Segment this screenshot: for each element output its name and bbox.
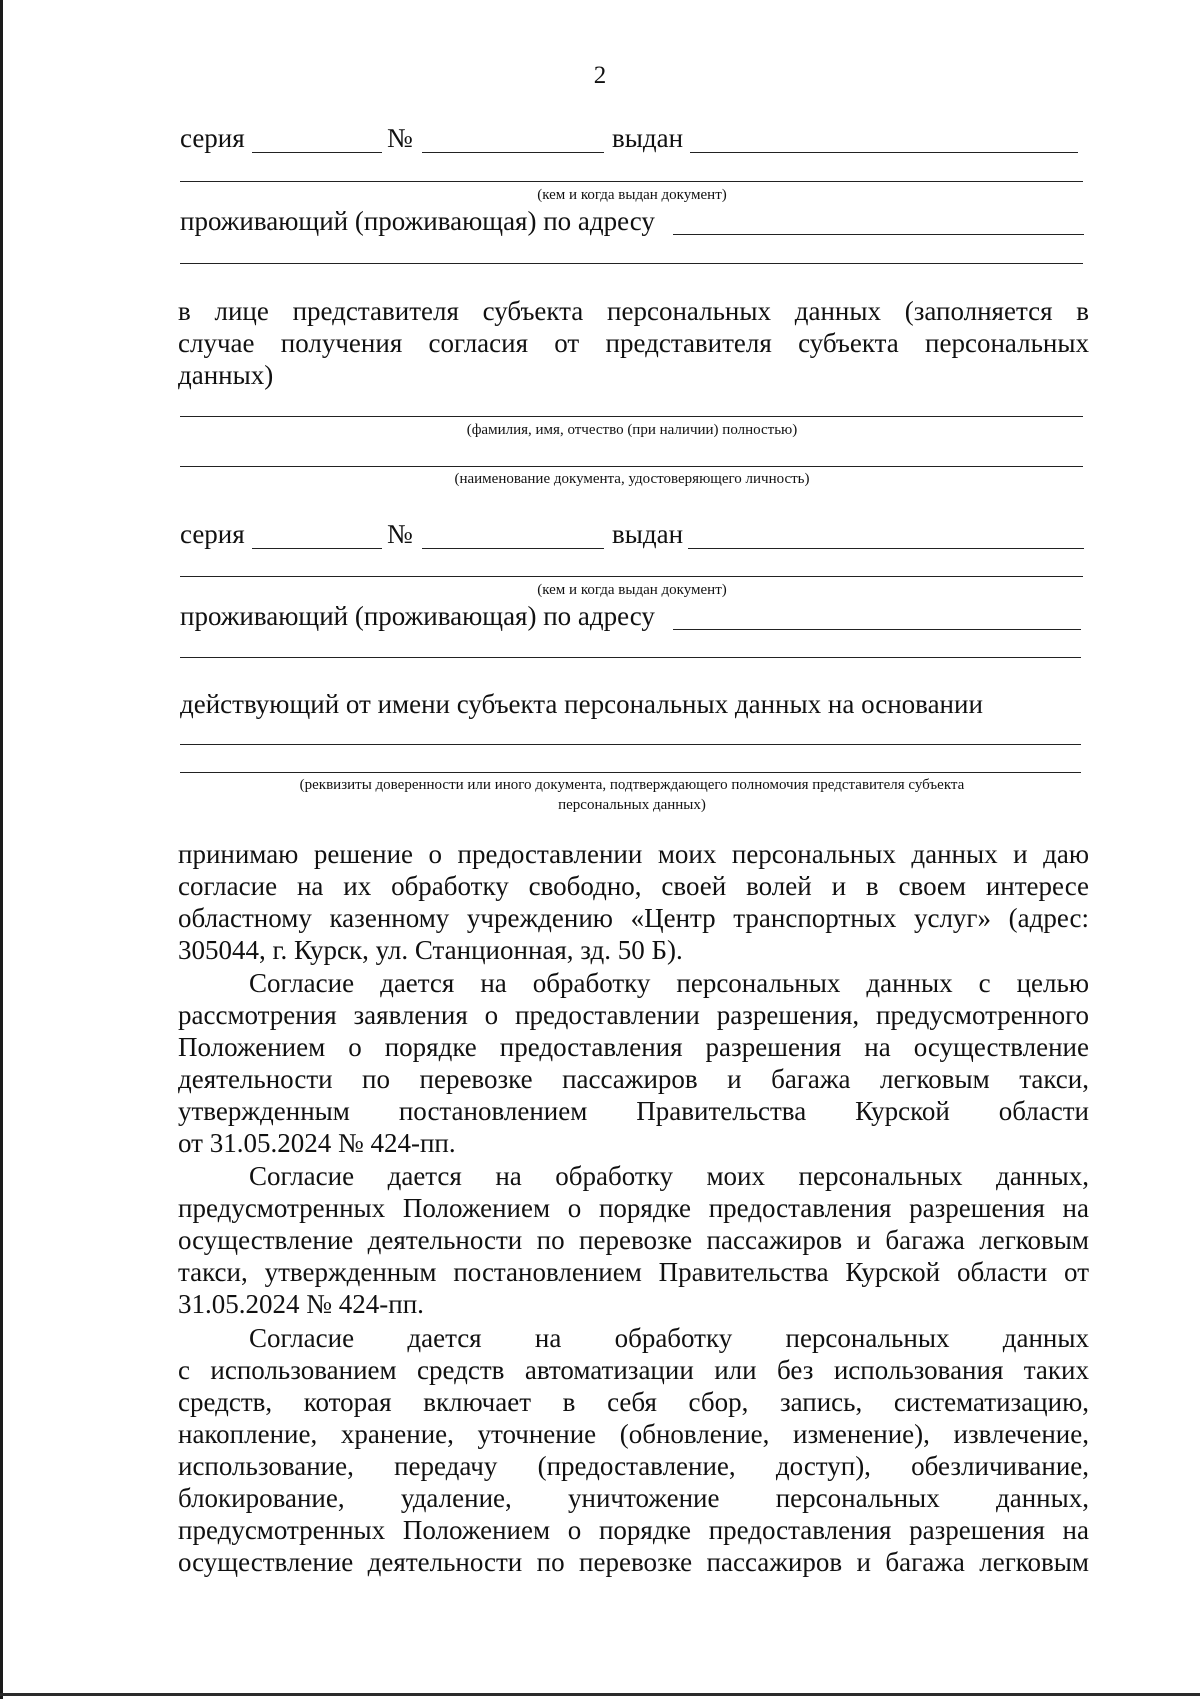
number-label: № [387,123,413,153]
intro-line: в лице представителя субъекта персональных данных (заполняется в [178,296,1089,326]
number-label: № [387,519,413,549]
seria-label: серия [180,123,245,153]
scan-edge [0,0,3,1699]
seria-label: серия [180,519,245,549]
identity-doc-field[interactable] [180,466,1083,467]
fio-field[interactable] [180,416,1083,417]
paragraph-line: блокирование, удаление, уничтожение персональных данных, [178,1483,1089,1513]
paragraph-line: осуществление деятельности по перевозке пассажиров и багажа легковым [178,1225,1089,1255]
paragraph-line: с использованием средств автоматизации или без использования таких [178,1355,1089,1385]
paragraph-line: такси, утвержденным постановлением Правительства Курской области от [178,1257,1089,1287]
issued-field[interactable] [690,152,1078,153]
number-field[interactable] [422,152,604,153]
paragraph-line: использование, передачу (предоставление, доступ), обезличивание, [178,1451,1089,1481]
issued-field[interactable] [688,548,1084,549]
power-of-attorney-field-line2[interactable] [180,772,1081,773]
number-field[interactable] [422,548,604,549]
address-field-line2[interactable] [180,263,1083,264]
paragraph-line: Согласие дается на обработку моих персональных данных, [249,1161,1089,1191]
paragraph-line: средств, которая включает в себя сбор, запись, систематизацию, [178,1387,1089,1417]
identity-doc-caption: (наименование документа, удостоверяющего личность) [454,471,810,487]
scan-edge-bottom [0,1693,1200,1696]
seria-field[interactable] [252,548,382,549]
address-label: проживающий (проживающая) по адресу [180,206,655,236]
power-of-attorney-caption: (реквизиты доверенности или иного документа, подтверждающего полномочия представителя субъекта [299,777,965,793]
representative-intro [178,327,1089,359]
acting-basis-label: действующий от имени субъекта персональных данных на основании [180,689,983,719]
paragraph-line: предусмотренных Положением о порядке предоставления разрешения на [178,1193,1089,1223]
intro-line: случае получения согласия от представителя субъекта персональных [178,328,1089,358]
power-of-attorney-caption: персональных данных) [558,797,706,813]
address-field[interactable] [673,234,1084,235]
address-field[interactable] [673,629,1081,630]
seria-field[interactable] [252,152,382,153]
representative-intro [178,295,1089,327]
paragraph-line: согласие на их обработку свободно, своей волей и в своем интересе [178,871,1089,901]
paragraph-line: 305044, г. Курск, ул. Станционная, зд. 50 Б). [178,935,683,965]
paragraph-line: 31.05.2024 № 424-пп. [178,1289,424,1319]
paragraph-line: Согласие дается на обработку персональных данных [249,1323,1089,1353]
issued-by-field[interactable] [180,181,1083,182]
paragraph-line: деятельности по перевозке пассажиров и багажа легковым такси, [178,1064,1089,1094]
fio-caption: (фамилия, имя, отчество (при наличии) полностью) [466,422,798,438]
paragraph-line: предусмотренных Положением о порядке предоставления разрешения на [178,1515,1089,1545]
issued-label: выдан [612,519,684,549]
paragraph-line: принимаю решение о предоставлении моих персональных данных и даю [178,839,1089,869]
paragraph-line: утвержденным постановлением Правительства Курской области [178,1096,1089,1126]
issued-by-caption: (кем и когда выдан документ) [537,582,727,598]
issued-label: выдан [612,123,684,153]
power-of-attorney-field[interactable] [180,744,1081,745]
paragraph-line: накопление, хранение, уточнение (обновление, изменение), извлечение, [178,1419,1089,1449]
issued-by-field[interactable] [180,576,1083,577]
representative-intro [178,359,1089,391]
paragraph-line: Согласие дается на обработку персональных данных с целью [249,968,1089,998]
address-field-line2[interactable] [180,657,1081,658]
paragraph-line: Положением о порядке предоставления разрешения на осуществление [178,1032,1089,1062]
address-label: проживающий (проживающая) по адресу [180,601,655,631]
intro-line: данных) [178,360,274,390]
paragraph-line: областному казенному учреждению «Центр транспортных услуг» (адрес: [178,903,1089,933]
paragraph-line: от 31.05.2024 № 424-пп. [178,1128,456,1158]
paragraph-line: рассмотрения заявления о предоставлении разрешения, предусмотренного [178,1000,1089,1030]
page-number: 2 [593,62,607,89]
issued-by-caption: (кем и когда выдан документ) [537,187,727,203]
paragraph-line: осуществление деятельности по перевозке пассажиров и багажа легковым [178,1547,1089,1577]
